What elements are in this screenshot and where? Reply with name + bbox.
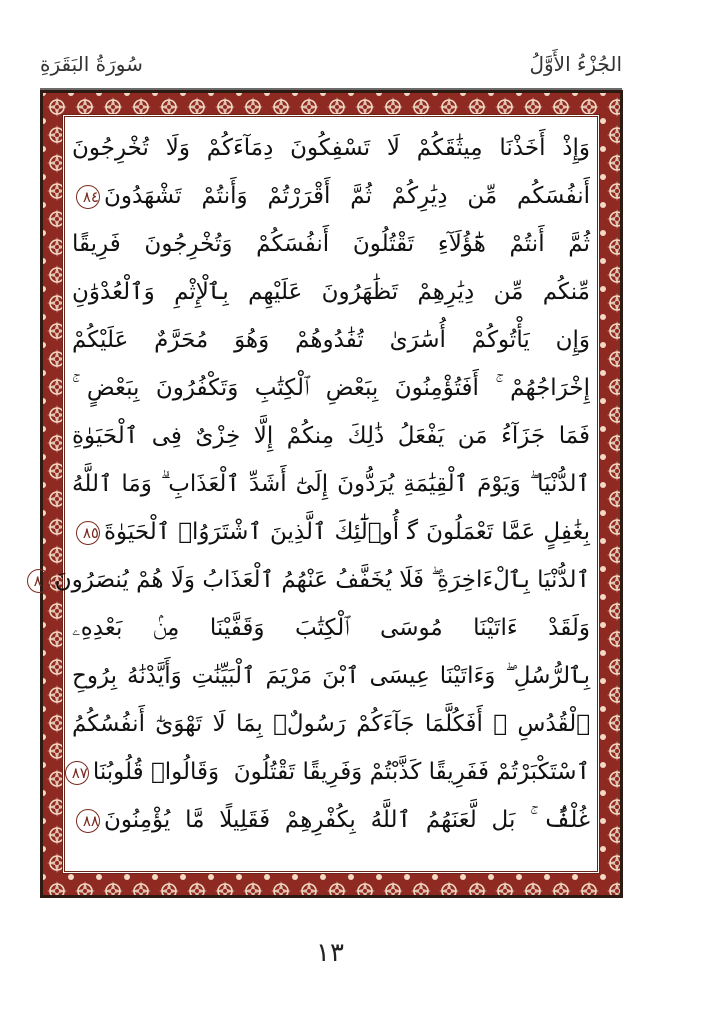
ayah-number-marker: ٨٥ [76, 521, 100, 545]
text-line: بِغَٰفِلٍ عَمَّا تَعْمَلُونَ ‎ﮔ أُو۟لَٰٓئِكَ ٱلَّذِينَ ٱشْتَرَوُا۟ ٱلْحَيَوٰةَ٨٥ [72, 514, 590, 550]
text-line: غُلْفٌۢ ۚ بَل لَّعَنَهُمُ ٱللَّهُ بِكُفْرِهِمْ فَقَلِيلًا مَّا يُؤْمِنُونَ٨٨ [72, 802, 590, 838]
ayah-number-marker: ٨٦ [27, 569, 51, 593]
text-line: بِٱلرُّسُلِ ۖ وَءَاتَيْنَا عِيسَى ٱبْنَ مَرْيَمَ ٱلْبَيِّنَٰتِ وَأَيَّدْنَٰهُ بِرُوحِ [72, 663, 590, 689]
text-line: مِّنكُم مِّن دِيَٰرِهِمْ تَظَٰهَرُونَ عَلَيْهِم بِٱلْإِثْمِ وَٱلْعُدْوَٰنِ [72, 279, 590, 305]
juz-title: الجُزْءُ الأَوَّلُ [529, 52, 622, 76]
page-number: ١٣ [316, 938, 344, 968]
quran-text [33, 130, 590, 860]
text-line: وَإِذْ أَخَذْنَا مِيثَٰقَكُمْ لَا تَسْفِكُونَ دِمَآءَكُمْ وَلَا تُخْرِجُونَ [72, 135, 590, 161]
ayah-number-marker: ٨٤ [76, 185, 100, 209]
ayah-number-marker: ٨٨ [76, 809, 100, 833]
text-line: إِخْرَاجُهُمْ ۚ أَفَتُؤْمِنُونَ بِبَعْضِ ٱلْكِتَٰبِ وَتَكْفُرُونَ بِبَعْضٍ ۚ [72, 375, 590, 401]
text-line: ٱلدُّنْيَا ۖ وَيَوْمَ ٱلْقِيَٰمَةِ يُرَدُّونَ إِلَىٰٓ أَشَدِّ ٱلْعَذَابِ ۗ وَمَا ٱللَّهُ [72, 471, 590, 497]
text-line: ٱلْقُدُسِ ۗ أَفَكُلَّمَا جَآءَكُمْ رَسُولٌۢ بِمَا لَا تَهْوَىٰٓ أَنفُسُكُمُ [72, 711, 590, 737]
text-line: فَمَا جَزَآءُ مَن يَفْعَلُ ذَٰلِكَ مِنكُمْ إِلَّا خِزْىٌ فِى ٱلْحَيَوٰةِ [72, 423, 590, 449]
text-line: ٱلدُّنْيَا بِٱلْءَاخِرَةِ ۖ فَلَا يُخَفَّفُ عَنْهُمُ ٱلْعَذَابُ وَلَا هُمْ يُنصَرُونَ٨٦ [72, 562, 590, 598]
text-line: ٱسْتَكْبَرْتُمْ فَفَرِيقًا كَذَّبْتُمْ وَفَرِيقًا تَقْتُلُونَ وَقَالُوا۟ قُلُوبُنَا٨٧ [72, 754, 590, 790]
text-line: أَنفُسَكُم مِّن دِيَٰرِكُمْ ثُمَّ أَقْرَرْتُمْ وَأَنتُمْ تَشْهَدُونَ٨٤ [72, 178, 590, 214]
surah-title: سُورَةُ البَقَرَةِ [40, 52, 143, 76]
text-line: وَلَقَدْ ءَاتَيْنَا مُوسَى ٱلْكِتَٰبَ وَقَفَّيْنَا مِنۢ بَعْدِهِۦ [72, 615, 590, 641]
text-line: ثُمَّ أَنتُمْ هَٰٓؤُلَآءِ تَقْتُلُونَ أَنفُسَكُمْ وَتُخْرِجُونَ فَرِيقًا [72, 231, 590, 257]
ayah-number-marker: ٨٧ [65, 761, 89, 785]
text-line: وَإِن يَأْتُوكُمْ أُسَٰرَىٰ تُفَٰدُوهُمْ وَهُوَ مُحَرَّمٌ عَلَيْكُمْ [72, 327, 590, 353]
